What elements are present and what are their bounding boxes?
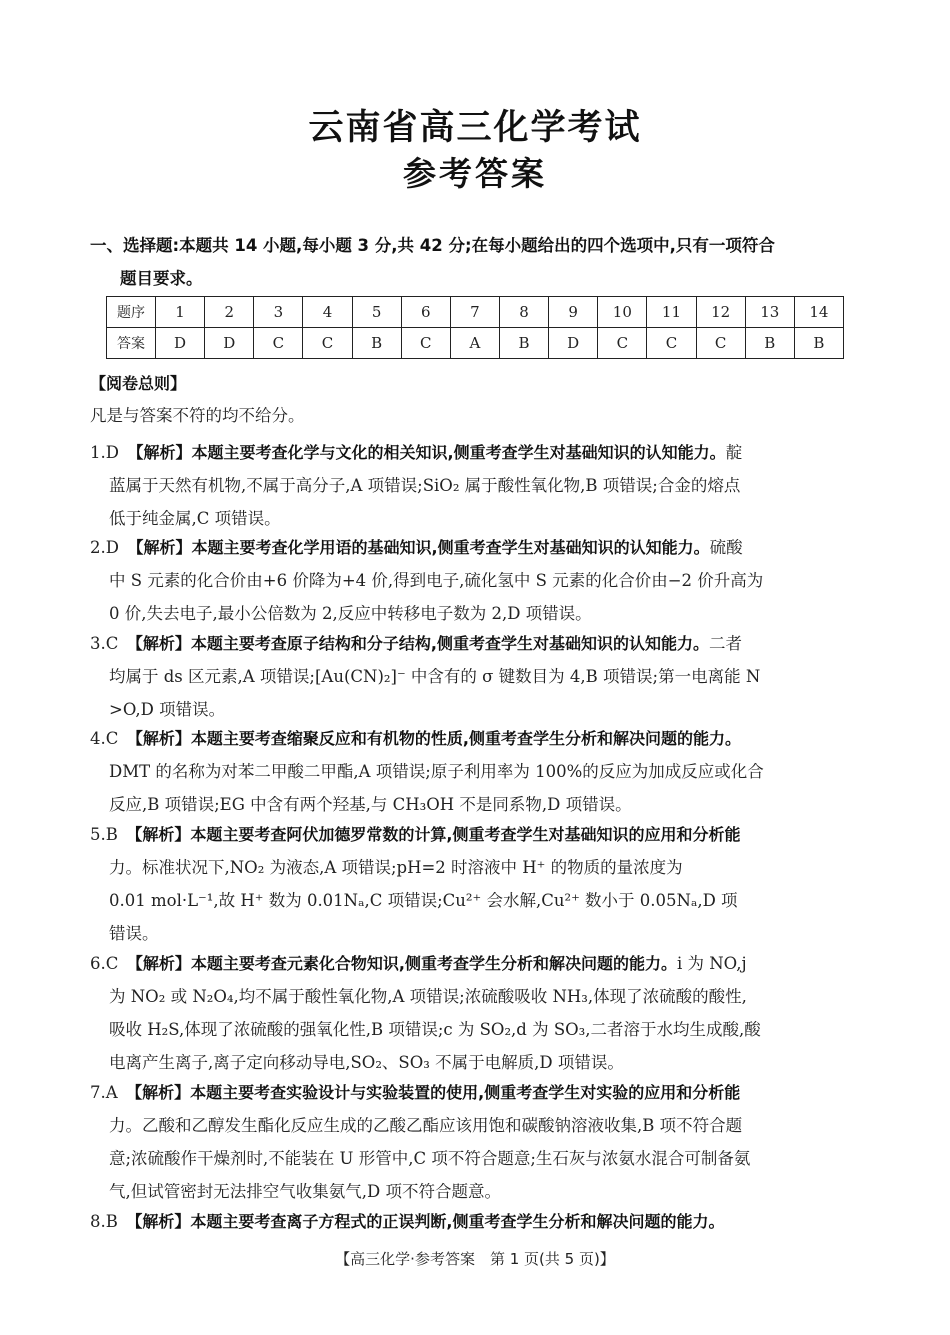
answer-table — [106, 296, 844, 359]
question-number-cell: 12 — [696, 297, 745, 328]
solution-first-line — [90, 818, 865, 851]
solution-analysis-heading: 【解析】本题主要考查化学与文化的相关知识,侧重考查学生对基础知识的认知能力。 — [135, 443, 726, 462]
solution-text-line: 错误。 — [109, 924, 159, 943]
solution-item — [90, 722, 865, 821]
solution-analysis-heading: 【解析】本题主要考查实验设计与实验装置的使用,侧重考查学生对实验的应用和分析能 — [134, 1083, 741, 1102]
answer-table-answer-row — [107, 328, 844, 359]
solution-first-line — [90, 436, 865, 469]
solution-text-line: 均属于 ds 区元素,A 项错误;[Au(CN)₂]⁻ 中含有的 σ 键数目为 4,B 项错误;第一电离能 N — [109, 667, 761, 686]
answer-cell: B — [745, 328, 794, 359]
answer-cell: B — [499, 328, 548, 359]
solution-item — [90, 1076, 865, 1208]
question-number-cell: 13 — [745, 297, 794, 328]
solution-text-line: 为 NO₂ 或 N₂O₄,均不属于酸性氧化物,A 项错误;浓硫酸吸收 NH₃,体现了浓硫酸的酸性, — [109, 987, 747, 1006]
answer-cell: A — [450, 328, 499, 359]
solution-answer: 6.C — [90, 954, 135, 973]
answer-cell: C — [696, 328, 745, 359]
solution-text-line: 低于纯金属,C 项错误。 — [109, 509, 281, 528]
solution-first-line — [90, 722, 865, 755]
solution-first-line — [90, 627, 865, 660]
answer-cell: C — [401, 328, 450, 359]
solution-text-line: DMT 的名称为对苯二甲酸二甲酯,A 项错误;原子利用率为 100%的反应为加成反应或化合 — [109, 762, 764, 781]
answer-cell: D — [205, 328, 254, 359]
question-number-cell: 4 — [303, 297, 352, 328]
solution-answer: 4.C — [90, 729, 135, 748]
solution-item — [90, 531, 865, 630]
solution-answer: 7.A — [90, 1083, 135, 1102]
solution-text-line: 气,但试管密封无法排空气收集氨气,D 项不符合题意。 — [109, 1182, 501, 1201]
solution-first-line — [90, 531, 865, 564]
solution-item — [90, 627, 865, 726]
row-label: 答案 — [107, 328, 156, 359]
solution-first-line — [90, 1076, 865, 1109]
question-number-cell: 8 — [499, 297, 548, 328]
solution-text-line: >O,D 项错误。 — [109, 700, 226, 719]
solution-analysis-heading: 【解析】本题主要考查原子结构和分子结构,侧重考查学生对基础知识的认知能力。 — [134, 634, 709, 653]
section-heading — [90, 229, 865, 295]
answer-table-number-row — [107, 297, 844, 328]
question-number-cell: 6 — [401, 297, 450, 328]
question-number-cell: 7 — [450, 297, 499, 328]
answer-cell: B — [794, 328, 843, 359]
question-number-cell: 11 — [647, 297, 696, 328]
answer-cell: B — [352, 328, 401, 359]
solution-answer: 3.C — [90, 634, 135, 653]
solution-text-line: 吸收 H₂S,体现了浓硫酸的强氧化性,B 项错误;c 为 SO₂,d 为 SO₃,二者溶于水均生成酸,酸 — [109, 1020, 761, 1039]
solution-item — [90, 818, 865, 950]
solution-answer: 5.B — [90, 825, 135, 844]
question-number-cell: 5 — [352, 297, 401, 328]
question-number-cell: 9 — [549, 297, 598, 328]
answer-cell: C — [598, 328, 647, 359]
solution-text: 硫酸 — [709, 538, 743, 557]
document-subtitle: 参考答案 — [403, 154, 547, 193]
solution-answer: 2.D — [90, 538, 136, 557]
solution-text: 靛 — [725, 443, 743, 462]
solution-text-line: 蓝属于天然有机物,不属于高分子,A 项错误;SiO₂ 属于酸性氧化物,B 项错误;合金的熔点 — [109, 476, 741, 495]
grading-text: 凡是与答案不符的均不给分。 — [90, 406, 305, 425]
question-number-cell: 2 — [205, 297, 254, 328]
document-title: 云南省高三化学考试 — [308, 108, 642, 148]
solution-first-line — [90, 1205, 865, 1238]
row-label: 题序 — [107, 297, 156, 328]
question-number-cell: 3 — [254, 297, 303, 328]
solution-analysis-heading: 【解析】本题主要考查化学用语的基础知识,侧重考查学生对基础知识的认知能力。 — [135, 538, 710, 557]
solution-item — [90, 1205, 865, 1238]
solution-text-line: 0.01 mol·L⁻¹,故 H⁺ 数为 0.01Nₐ,C 项错误;Cu²⁺ 会水解,Cu²⁺ 数小于 0.05Nₐ,D 项 — [109, 891, 738, 910]
section-heading-line2: 题目要求。 — [120, 269, 203, 288]
solution-first-line — [90, 947, 865, 980]
question-number-cell: 10 — [598, 297, 647, 328]
solution-text-line: 电离产生离子,离子定向移动导电,SO₂、SO₃ 不属于电解质,D 项错误。 — [109, 1053, 624, 1072]
solution-answer: 1.D — [90, 443, 136, 462]
solution-analysis-heading: 【解析】本题主要考查阿伏加德罗常数的计算,侧重考查学生对基础知识的应用和分析能 — [134, 825, 741, 844]
answer-cell: D — [549, 328, 598, 359]
section-heading-line1: 一、选择题:本题共 14 小题,每小题 3 分,共 42 分;在每小题给出的四个选项中,只有一项符合 — [90, 236, 775, 255]
solution-text-line: 意;浓硫酸作干燥剂时,不能装在 U 形管中,C 项不符合题意;生石灰与浓氨水混合可制备氨 — [109, 1149, 751, 1168]
solution-text-line: 中 S 元素的化合价由+6 价降为+4 价,得到电子,硫化氢中 S 元素的化合价由−2 价升高为 — [109, 571, 764, 590]
answer-cell: C — [254, 328, 303, 359]
solution-text-line: 0 价,失去电子,最小公倍数为 2,反应中转移电子数为 2,D 项错误。 — [109, 604, 592, 623]
solution-analysis-heading: 【解析】本题主要考查离子方程式的正误判断,侧重考查学生分析和解决问题的能力。 — [134, 1212, 725, 1231]
solution-analysis-heading: 【解析】本题主要考查缩聚反应和有机物的性质,侧重考查学生分析和解决问题的能力。 — [134, 729, 741, 748]
solution-text-line: 力。标准状况下,NO₂ 为液态,A 项错误;pH=2 时溶液中 H⁺ 的物质的量浓度为 — [109, 858, 683, 877]
solution-text: i 为 NO,j — [676, 954, 747, 973]
solution-item — [90, 436, 865, 535]
solution-text-line: 反应,B 项错误;EG 中含有两个羟基,与 CH₃OH 不是同系物,D 项错误。 — [109, 795, 632, 814]
question-number-cell: 1 — [156, 297, 205, 328]
solution-text: 二者 — [708, 634, 742, 653]
grading-title: 【阅卷总则】 — [90, 374, 187, 393]
question-number-cell: 14 — [794, 297, 843, 328]
solution-text-line: 力。乙酸和乙醇发生酯化反应生成的乙酸乙酯应该用饱和碳酸钠溶液收集,B 项不符合题 — [109, 1116, 743, 1135]
solution-analysis-heading: 【解析】本题主要考查元素化合物知识,侧重考查学生分析和解决问题的能力。 — [134, 954, 677, 973]
answer-cell: C — [647, 328, 696, 359]
answer-cell: D — [156, 328, 205, 359]
solution-answer: 8.B — [90, 1212, 135, 1231]
answer-cell: C — [303, 328, 352, 359]
page-footer: 【高三化学·参考答案 第 1 页(共 5 页)】 — [335, 1250, 615, 1268]
solution-item — [90, 947, 865, 1079]
